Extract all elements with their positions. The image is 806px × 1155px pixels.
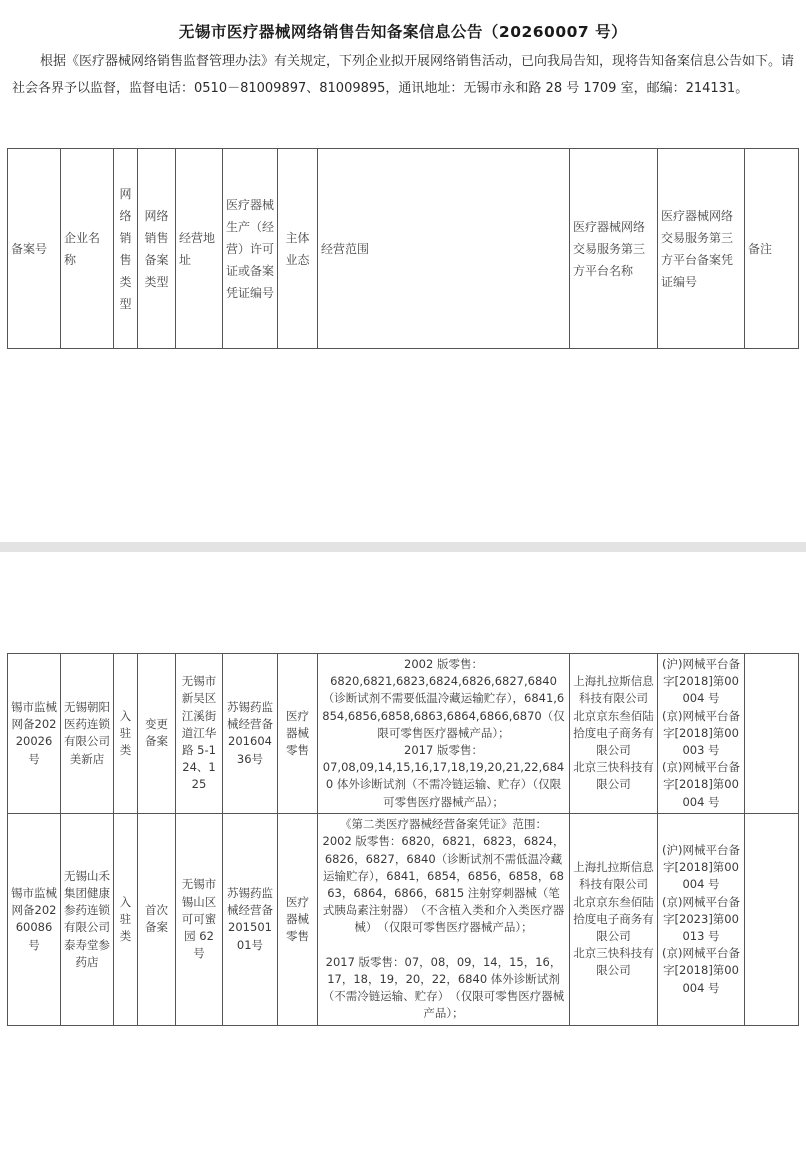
cell-filing-type: 变更备案	[138, 654, 176, 814]
header-company: 企业名称	[61, 149, 114, 349]
cell-filing-no: 锡市监械网备20220026号	[8, 654, 61, 814]
header-license: 医疗器械生产（经营）许可证或备案凭证编号	[223, 149, 278, 349]
scope-line: 2017 版零售：	[404, 743, 483, 758]
cell-sales-type: 入驻类	[114, 813, 138, 1025]
header-filing-type: 网络销售 备案类型	[138, 149, 176, 349]
cell-platform-name: 上海扎拉斯信息科技有限公司 北京京东叁佰陆拾度电子商务有限公司 北京三快科技有限公司	[570, 654, 658, 814]
intro-paragraph: 根据《医疗器械网络销售监督管理办法》有关规定，下列企业拟开展网络销售活动，已向我局告知，现将告知备案信息公告如下。请社会各界予以监督，监督电话：0510－81009897、81009895，通讯地址：无锡市永和路 28 号 1709 室，邮编：214131。	[12, 54, 795, 96]
header-address: 经营地址	[176, 149, 223, 349]
scope-line: 2017 版零售：07，08，09，14，15，16，17，18，19，20，22，6840 体外诊断试剂（不需冷链运输、贮存） （仅限可零售医疗器械产品）；	[322, 954, 565, 1021]
table-row	[8, 813, 799, 1025]
header-platform-no: 医疗器械网络交易服务第三方平台备案凭证编号	[658, 149, 745, 349]
scope-line: 07,08,09,14,15,16,17,18,19,20,21,22,6840 体外诊断试剂（不需冷链运输、贮存）（仅限可零售医疗器械产品）；	[322, 760, 565, 809]
cell-address: 无锡市锡山区可可蜜园 62 号	[176, 813, 223, 1025]
cell-business: 医疗器械零售	[278, 654, 318, 814]
cell-company: 无锡山禾集团健康参药连锁有限公司泰寿堂参药店	[61, 813, 114, 1025]
cell-company: 无锡朝阳医药连锁有限公司美新店	[61, 654, 114, 814]
cell-remarks	[745, 654, 799, 814]
filing-data-table	[7, 653, 799, 1026]
filing-header-table	[7, 148, 799, 349]
header-scope: 经营范围	[318, 149, 570, 349]
scope-line: 《第二类医疗器械经营备案凭证》范围：	[340, 817, 547, 832]
page-title: 无锡市医疗器械网络销售告知备案信息公告（20260007 号）	[178, 23, 628, 41]
table-row	[8, 654, 799, 814]
cell-license: 苏锡药监械经营备20160436号	[223, 654, 278, 814]
cell-scope	[318, 654, 570, 814]
scope-line	[322, 937, 565, 954]
cell-sales-type: 入驻类	[114, 654, 138, 814]
cell-filing-type: 首次备案	[138, 813, 176, 1025]
cell-license: 苏锡药监械经营备20150101号	[223, 813, 278, 1025]
cell-scope	[318, 813, 570, 1025]
header-business: 主体业态	[278, 149, 318, 349]
header-row	[8, 149, 799, 349]
header-platform-name: 医疗器械网络交易服务第三方平台名称	[570, 149, 658, 349]
scope-line: 2002 版零售：6820，6821，6823，6824，6826，6827，6840（诊断试剂不需低温冷藏运输贮存），6841，6854，6856，6858，6863，6864，6866，6815 注射穿刺器械（笔式胰岛素注射器） （不含植入类和介入类医疗器械） （仅限可零售医疗器械产品）；	[322, 834, 565, 935]
page-divider	[0, 542, 806, 552]
header-remarks: 备注	[745, 149, 799, 349]
cell-remarks	[745, 813, 799, 1025]
header-filing-no: 备案号	[8, 149, 61, 349]
cell-address: 无锡市新吴区江溪街道江华路 5-124、125	[176, 654, 223, 814]
cell-business: 医疗器械零售	[278, 813, 318, 1025]
scope-line: 2002 版零售：	[404, 657, 483, 671]
header-sales-type: 网络销售类型	[114, 149, 138, 349]
cell-platform-no: (沪)网械平台备字[2018]第00004 号 (京)网械平台备字[2023]第00013 号 (京)网械平台备字[2018]第00004 号	[658, 813, 745, 1025]
scope-line: 6820,6821,6823,6824,6826,6827,6840（诊断试剂不需要低温冷藏运输贮存），6841,6854,6856,6858,6863,6864,6866,6870（仅限可零售医疗器械产品）；	[322, 674, 565, 740]
cell-filing-no: 锡市监械网备20260086号	[8, 813, 61, 1025]
cell-platform-no: (沪)网械平台备字[2018]第00004 号 (京)网械平台备字[2018]第00003 号 (京)网械平台备字[2018]第00004 号	[658, 654, 745, 814]
cell-platform-name: 上海扎拉斯信息科技有限公司 北京京东叁佰陆拾度电子商务有限公司 北京三快科技有限公司	[570, 813, 658, 1025]
